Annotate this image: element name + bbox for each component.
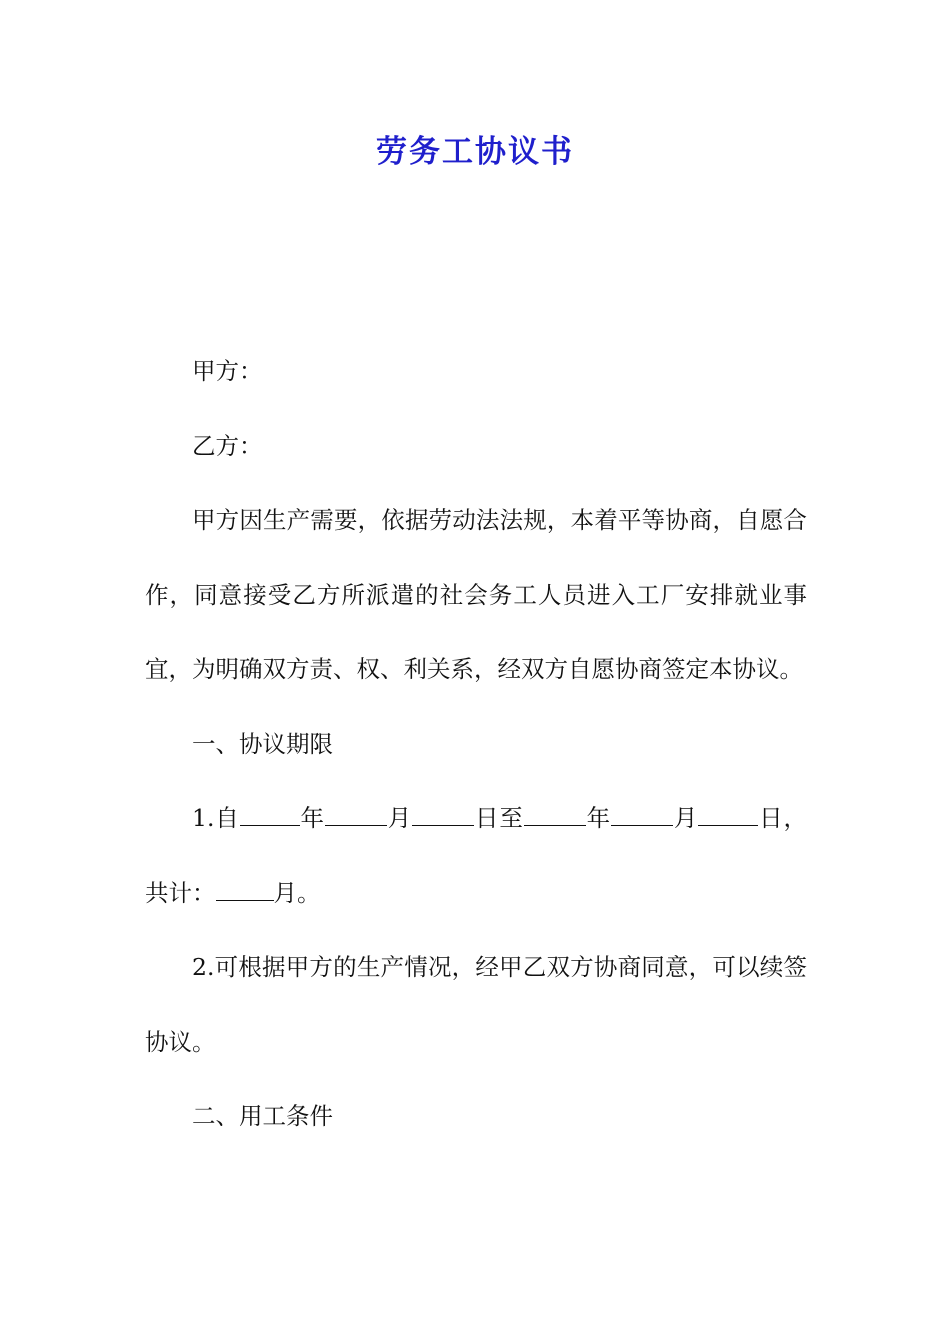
clause-1-year-label: 年 — [299, 804, 325, 832]
clause-1-year2-label: 年 — [585, 804, 612, 832]
party-b-line: 乙方： — [192, 431, 263, 460]
blank-total-months[interactable] — [216, 882, 274, 901]
blank-start-year[interactable] — [240, 807, 300, 826]
blank-start-day[interactable] — [412, 807, 474, 826]
clause-1-total-label: 日，共计： — [145, 804, 808, 907]
document-body — [145, 334, 807, 1154]
clause-2-renewal: 2.可根据甲方的生产情况，经甲乙双方协商同意，可以续签协议。 — [145, 953, 807, 1056]
section-heading-term: 一、协议期限 — [192, 729, 333, 758]
blank-start-month[interactable] — [325, 807, 387, 826]
clause-1-months-label: 月。 — [273, 878, 321, 907]
preamble-paragraph: 甲方因生产需要，依据劳动法法规，本着平等协商，自愿合作，同意接受乙方所派遣的社会务工人员进入工厂安排就业事宜，为明确双方责、权、利关系，经双方自愿协商签定本协议。 — [145, 506, 807, 683]
clause-1-month-label: 月 — [386, 804, 413, 832]
blank-end-day[interactable] — [698, 807, 758, 826]
blank-end-year[interactable] — [524, 807, 586, 826]
blank-end-month[interactable] — [611, 807, 673, 826]
document-title: 劳务工协议书 — [376, 134, 574, 170]
clause-1-to-label: 日至 — [474, 804, 524, 832]
section-heading-conditions: 二、用工条件 — [192, 1102, 333, 1130]
clause-1-month2-label: 月 — [673, 804, 699, 832]
party-a-line: 甲方： — [192, 357, 263, 385]
clause-1-term-dates — [145, 781, 807, 930]
clause-1-prefix: 1.自 — [192, 804, 240, 832]
